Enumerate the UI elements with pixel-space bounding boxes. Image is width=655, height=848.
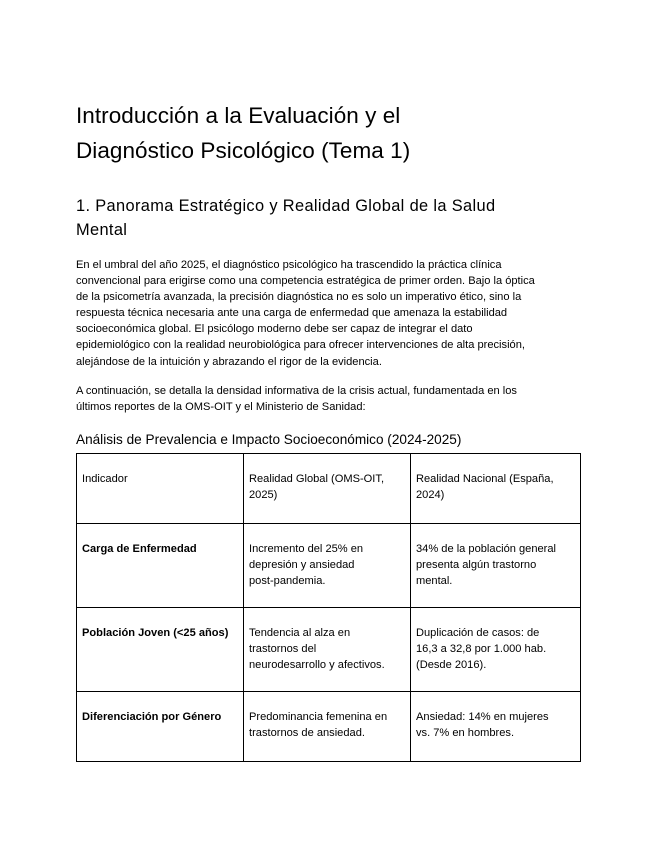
section-heading-line-2: Mental <box>76 221 128 239</box>
header-cell-global <box>244 453 411 523</box>
page-title <box>76 98 580 168</box>
cell-line: Realidad Global (OMS-OIT, <box>249 472 385 485</box>
cell-line: (Desde 2016). <box>416 659 487 672</box>
intro-paragraph-line: socioeconómica global. El psicólogo moderno debe ser capaz de integrar el dato <box>76 323 473 336</box>
cell-line: Tendencia al alza en <box>249 626 351 639</box>
context-paragraph-line: últimos reportes de la OMS-OIT y el Ministerio de Sanidad: <box>76 400 366 413</box>
intro-paragraph-line: respuesta técnica necesaria ante una carga de enfermedad que amenaza la estabilidad <box>76 307 508 320</box>
cell-line: Duplicación de casos: de <box>416 626 540 639</box>
intro-paragraph-line: convencional para erigirse como una competencia estratégica de primer orden. Bajo la óptica <box>76 275 535 288</box>
global-cell <box>244 523 411 607</box>
cell-line: Indicador <box>82 472 128 485</box>
cell-line: Realidad Nacional (España, <box>416 472 554 485</box>
table-row <box>77 691 581 761</box>
table-row <box>77 607 581 691</box>
global-cell <box>244 691 411 761</box>
cell-line: presenta algún trastorno <box>416 558 537 571</box>
cell-line: 2024) <box>416 488 445 501</box>
cell-line: Población Joven (<25 años) <box>82 626 229 639</box>
header-cell-indicator <box>77 453 244 523</box>
intro-paragraph-line: alejándose de la intuición y abrazando el rigor de la evidencia. <box>76 355 382 368</box>
cell-line: depresión y ansiedad <box>249 558 355 571</box>
national-cell <box>411 691 581 761</box>
cell-line: neurodesarrollo y afectivos. <box>249 659 385 672</box>
cell-line: Carga de Enfermedad <box>82 542 197 555</box>
cell-line: mental. <box>416 575 453 588</box>
document-content <box>76 98 580 762</box>
national-cell <box>411 607 581 691</box>
cell-line: Incremento del 25% en <box>249 542 364 555</box>
cell-line: post-pandemia. <box>249 575 326 588</box>
cell-line: trastornos del <box>249 642 317 655</box>
cell-line: 34% de la población general <box>416 542 557 555</box>
page-title-line-1: Introducción a la Evaluación y el <box>76 103 401 128</box>
intro-paragraph-line: de la psicometría avanzada, la precisión diagnóstica no es solo un imperativo ético, sino la <box>76 291 522 304</box>
cell-line: Diferenciación por Género <box>82 710 222 723</box>
cell-line: 2025) <box>249 488 278 501</box>
cell-line: trastornos de ansiedad. <box>249 726 365 739</box>
context-paragraph-line: A continuación, se detalla la densidad informativa de la crisis actual, fundamentada en los <box>76 384 517 397</box>
cell-line: Ansiedad: 14% en mujeres <box>416 710 549 723</box>
global-cell <box>244 607 411 691</box>
section-heading-line-1: 1. Panorama Estratégico y Realidad Global de la Salud <box>76 197 496 215</box>
intro-paragraph-line: epidemiológico con la realidad neurobiológica para ofrecer intervenciones de alta precisión, <box>76 339 525 352</box>
indicator-cell <box>77 523 244 607</box>
prevalence-table <box>76 453 581 762</box>
page-title-line-2: Diagnóstico Psicológico (Tema 1) <box>76 138 411 163</box>
cell-line: 16,3 a 32,8 por 1.000 hab. <box>416 642 547 655</box>
table-title: Análisis de Prevalencia e Impacto Socioeconómico (2024-2025) <box>76 431 462 447</box>
cell-line: Predominancia femenina en <box>249 710 388 723</box>
intro-paragraph <box>76 257 580 370</box>
cell-line: vs. 7% en hombres. <box>416 726 515 739</box>
national-cell <box>411 523 581 607</box>
indicator-cell <box>77 691 244 761</box>
section-heading <box>76 194 580 242</box>
table-row <box>77 523 581 607</box>
table-header-row <box>77 453 581 523</box>
context-paragraph <box>76 383 580 415</box>
intro-paragraph-line: En el umbral del año 2025, el diagnóstico psicológico ha trascendido la práctica clínica <box>76 259 502 271</box>
header-cell-national <box>411 453 581 523</box>
indicator-cell <box>77 607 244 691</box>
